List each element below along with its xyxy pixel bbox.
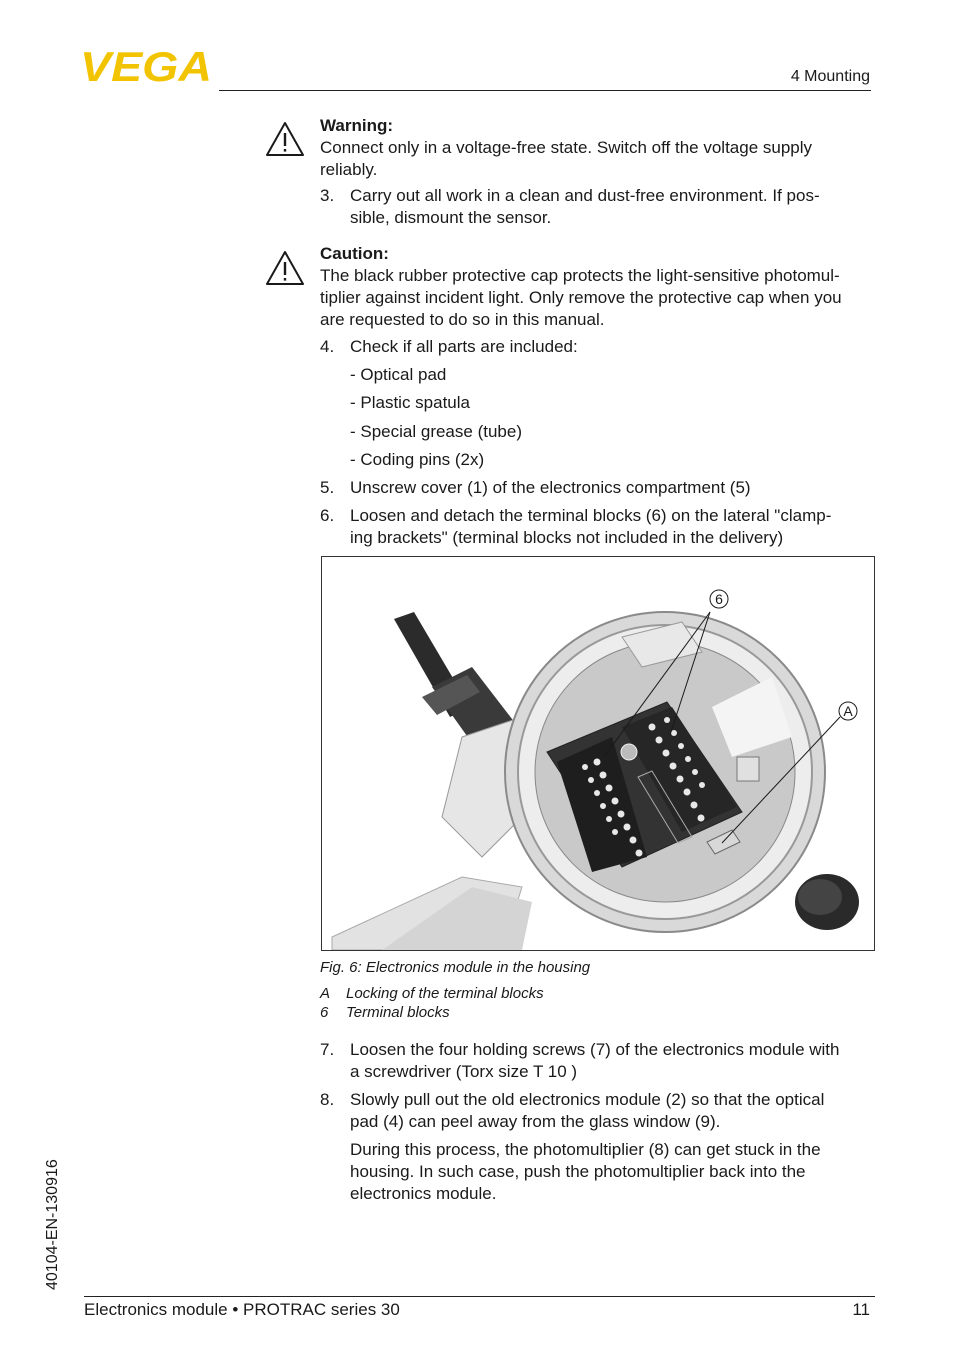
legend-text: Locking of the terminal blocks (346, 985, 544, 1002)
step-line: a screwdriver (Torx size T 10 ) (350, 1062, 578, 1081)
legend-row (320, 1003, 450, 1022)
step-text: Check if all parts are included: (350, 337, 578, 356)
step-number: 7. (320, 1040, 335, 1059)
note-line: housing. In such case, push the photomultiplier back into the (350, 1162, 806, 1181)
step-3 (320, 185, 872, 229)
footer-title: Electronics module • PROTRAC series 30 (84, 1300, 400, 1319)
step-8 (320, 1089, 872, 1205)
legend-row (320, 984, 544, 1003)
figure-electronics-module (321, 556, 875, 951)
legend-key: 6 (320, 1004, 329, 1021)
caution-line: The black rubber protective cap protects the light-sensitive photomul- (320, 266, 840, 285)
caution-line: are requested to do so in this manual. (320, 310, 605, 329)
step-text: Unscrew cover (1) of the electronics compartment (5) (350, 478, 751, 497)
step-line: pad (4) can peel away from the glass window (9). (350, 1112, 721, 1131)
legend-text: Terminal blocks (346, 1004, 450, 1021)
step-line: Carry out all work in a clean and dust-free environment. If pos- (350, 186, 820, 205)
document-id: 40104-EN-130916 (44, 1159, 61, 1290)
legend-key: A (320, 985, 331, 1002)
header-divider (219, 90, 871, 91)
step-7 (320, 1039, 876, 1083)
page-number: 11 (852, 1300, 870, 1319)
caution-title: Caution: (320, 244, 389, 263)
callout-a: A (843, 703, 853, 719)
warning-triangle-icon (265, 121, 305, 157)
warning-line: Connect only in a voltage-free state. Switch off the voltage supply (320, 138, 813, 157)
caution-triangle-icon (265, 250, 305, 286)
footer-divider (84, 1296, 875, 1297)
step-number: 6. (320, 506, 335, 525)
parts-item: - Special grease (tube) (350, 422, 522, 441)
step-line: Slowly pull out the old electronics module (2) so that the optical (350, 1090, 825, 1109)
warning-block (320, 115, 872, 181)
vega-logo (80, 48, 212, 84)
warning-line: reliably. (320, 160, 378, 179)
figure-caption: Fig. 6: Electronics module in the housing (320, 959, 591, 976)
step-number: 5. (320, 478, 335, 497)
step-number: 3. (320, 186, 335, 205)
step-5 (320, 477, 872, 499)
step-number: 8. (320, 1090, 335, 1109)
note-line: During this process, the photomultiplier (8) can get stuck in the (350, 1140, 821, 1159)
step-4 (320, 336, 872, 471)
warning-title: Warning: (320, 116, 394, 135)
step-number: 4. (320, 337, 335, 356)
parts-item: - Optical pad (350, 365, 447, 384)
section-label: 4 Mounting (790, 68, 870, 85)
step-line: ing brackets" (terminal blocks not included in the delivery) (350, 528, 784, 547)
callout-6: 6 (715, 591, 723, 607)
parts-item: - Coding pins (2x) (350, 450, 485, 469)
caution-line: tiplier against incident light. Only remove the protective cap when you (320, 288, 842, 307)
parts-item: - Plastic spatula (350, 393, 470, 412)
step-line: sible, dismount the sensor. (350, 208, 552, 227)
caution-block (320, 243, 876, 331)
housing-illustration (322, 557, 874, 950)
logo-text: VEGA (80, 48, 212, 84)
note-line: electronics module. (350, 1184, 497, 1203)
step-line: Loosen and detach the terminal blocks (6) on the lateral "clamp- (350, 506, 832, 525)
step-line: Loosen the four holding screws (7) of the electronics module with (350, 1040, 840, 1059)
step-6 (320, 505, 872, 549)
